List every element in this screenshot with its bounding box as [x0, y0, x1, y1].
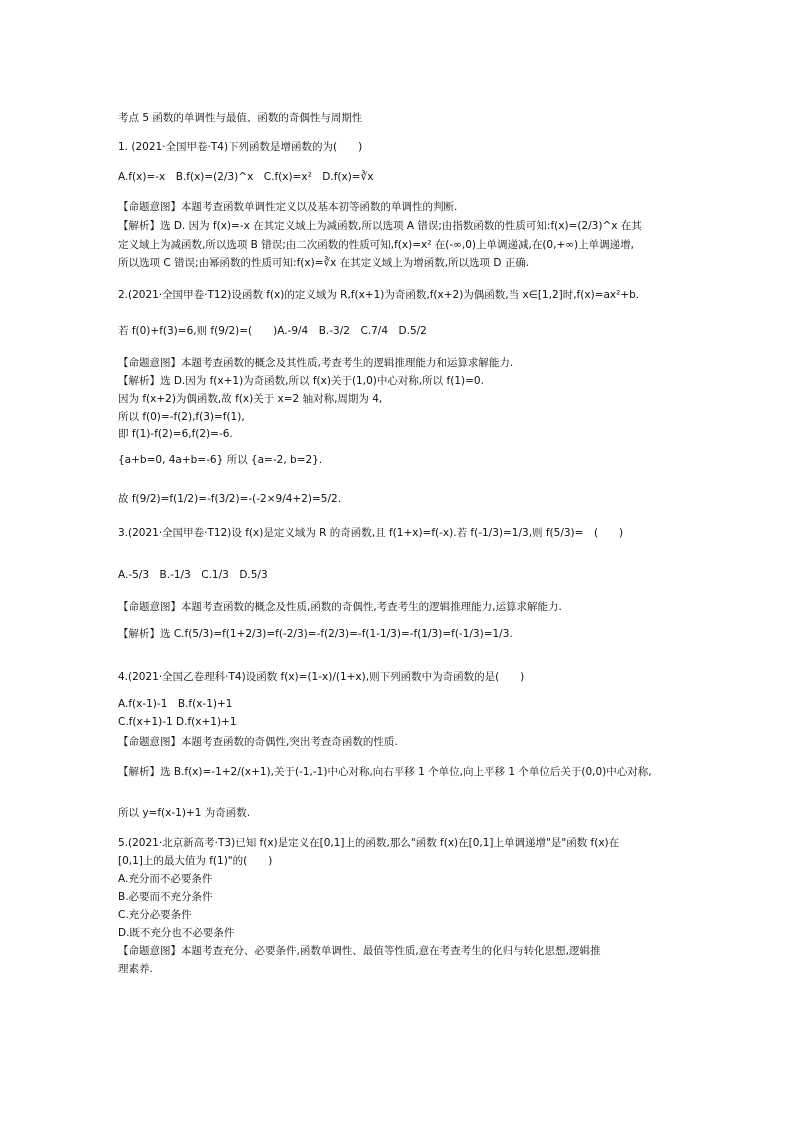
q5-stem-line-1: 5.(2021·北京新高考·T3)已知 f(x)是定义在[0,1]上的函数,那么"函数 f(x)在[0,1]上单调递增"是"函数 f(x)在 [118, 837, 620, 849]
q4-analysis-line-2: 所以 y=f(x-1)+1 为奇函数. [118, 807, 251, 819]
q2-analysis-line-1: 【解析】选 D.因为 f(x+1)为奇函数,所以 f(x)关于(1,0)中心对称,所以 f(1)=0. [118, 375, 484, 387]
q4-stem: 4.(2021·全国乙卷理科·T4)设函数 f(x)=(1-x)/(1+x),则下列函数中为奇函数的是( ) [118, 671, 525, 683]
q1-analysis-line-2: 定义域上为减函数,所以选项 B 错误;由二次函数的性质可知,f(x)=x² 在(-∞,0)上单调递减,在(0,+∞)上单调递增, [118, 239, 634, 251]
q5-intent-line-2: 理素养. [118, 963, 153, 975]
q1-intent: 【命题意图】本题考查函数单调性定义以及基本初等函数的单调性的判断. [118, 201, 458, 213]
q5-intent-line-1: 【命题意图】本题考查充分、必要条件,函数单调性、最值等性质,意在考查考生的化归与转化思想,逻辑推 [118, 945, 601, 957]
q2-stem-line-1: 2.(2021·全国甲卷·T12)设函数 f(x)的定义域为 R,f(x+1)为奇函数,f(x+2)为偶函数,当 x∈[1,2]时,f(x)=ax²+b. [118, 289, 640, 301]
q5-stem-line-2: [0,1]上的最大值为 f(1)"的( ) [118, 855, 273, 867]
section-title: 考点 5 函数的单调性与最值、函数的奇偶性与周期性 [118, 112, 363, 124]
q3-stem: 3.(2021·全国甲卷·T12)设 f(x)是定义域为 R 的奇函数,且 f(1+x)=f(-x).若 f(-1/3)=1/3,则 f(5/3)= ( ) [118, 527, 624, 539]
q1-stem: 1. (2021·全国甲卷·T4)下列函数是增函数的为( ) [118, 141, 363, 153]
q1-analysis-line-3: 所以选项 C 错误;由幂函数的性质可知:f(x)=∛x 在其定义域上为增函数,所以选项 D 正确. [118, 257, 530, 269]
q4-options-cd: C.f(x+1)-1 D.f(x+1)+1 [118, 716, 237, 728]
q3-intent: 【命题意图】本题考查函数的概念及性质,函数的奇偶性,考查考生的逻辑推理能力,运算求解能力. [118, 601, 562, 613]
q3-options: A.-5/3 B.-1/3 C.1/3 D.5/3 [118, 569, 268, 581]
q5-option-b: B.必要而不充分条件 [118, 891, 213, 903]
q4-intent: 【命题意图】本题考查函数的奇偶性,突出考查奇函数的性质. [118, 736, 398, 748]
q2-intent: 【命题意图】本题考查函数的概念及其性质,考查考生的逻辑推理能力和运算求解能力. [118, 357, 514, 369]
q1-options: A.f(x)=-x B.f(x)=(2/3)^x C.f(x)=x² D.f(x)=∛x [118, 171, 374, 183]
q1-analysis-line-1: 【解析】选 D. 因为 f(x)=-x 在其定义域上为减函数,所以选项 A 错误;由指数函数的性质可知:f(x)=(2/3)^x 在其 [118, 220, 642, 232]
q2-analysis-line-3: 所以 f(0)=-f(2),f(3)=f(1), [118, 411, 245, 423]
q4-options-ab: A.f(x-1)-1 B.f(x-1)+1 [118, 698, 233, 710]
q2-equation-system: {a+b=0, 4a+b=-6} 所以 {a=-2, b=2}. [118, 454, 323, 466]
q5-option-d: D.既不充分也不必要条件 [118, 927, 235, 939]
q3-analysis: 【解析】选 C.f(5/3)=f(1+2/3)=f(-2/3)=-f(2/3)=-f(1-1/3)=-f(1/3)=f(-1/3)=1/3. [118, 628, 513, 640]
q4-analysis-line-1: 【解析】选 B.f(x)=-1+2/(x+1),关于(-1,-1)中心对称,向右平移 1 个单位,向上平移 1 个单位后关于(0,0)中心对称, [118, 766, 652, 778]
q2-stem-line-2: 若 f(0)+f(3)=6,则 f(9/2)=( )A.-9/4 B.-3/2 C.7/4 D.5/2 [118, 325, 427, 337]
q2-analysis-line-2: 因为 f(x+2)为偶函数,故 f(x)关于 x=2 轴对称,周期为 4, [118, 393, 383, 405]
q2-analysis-conclusion: 故 f(9/2)=f(1/2)=-f(3/2)=-(-2×9/4+2)=5/2. [118, 493, 342, 505]
q2-analysis-line-4: 即 f(1)-f(2)=6,f(2)=-6. [118, 428, 233, 440]
q5-option-a: A.充分而不必要条件 [118, 873, 213, 885]
q5-option-c: C.充分必要条件 [118, 909, 192, 921]
